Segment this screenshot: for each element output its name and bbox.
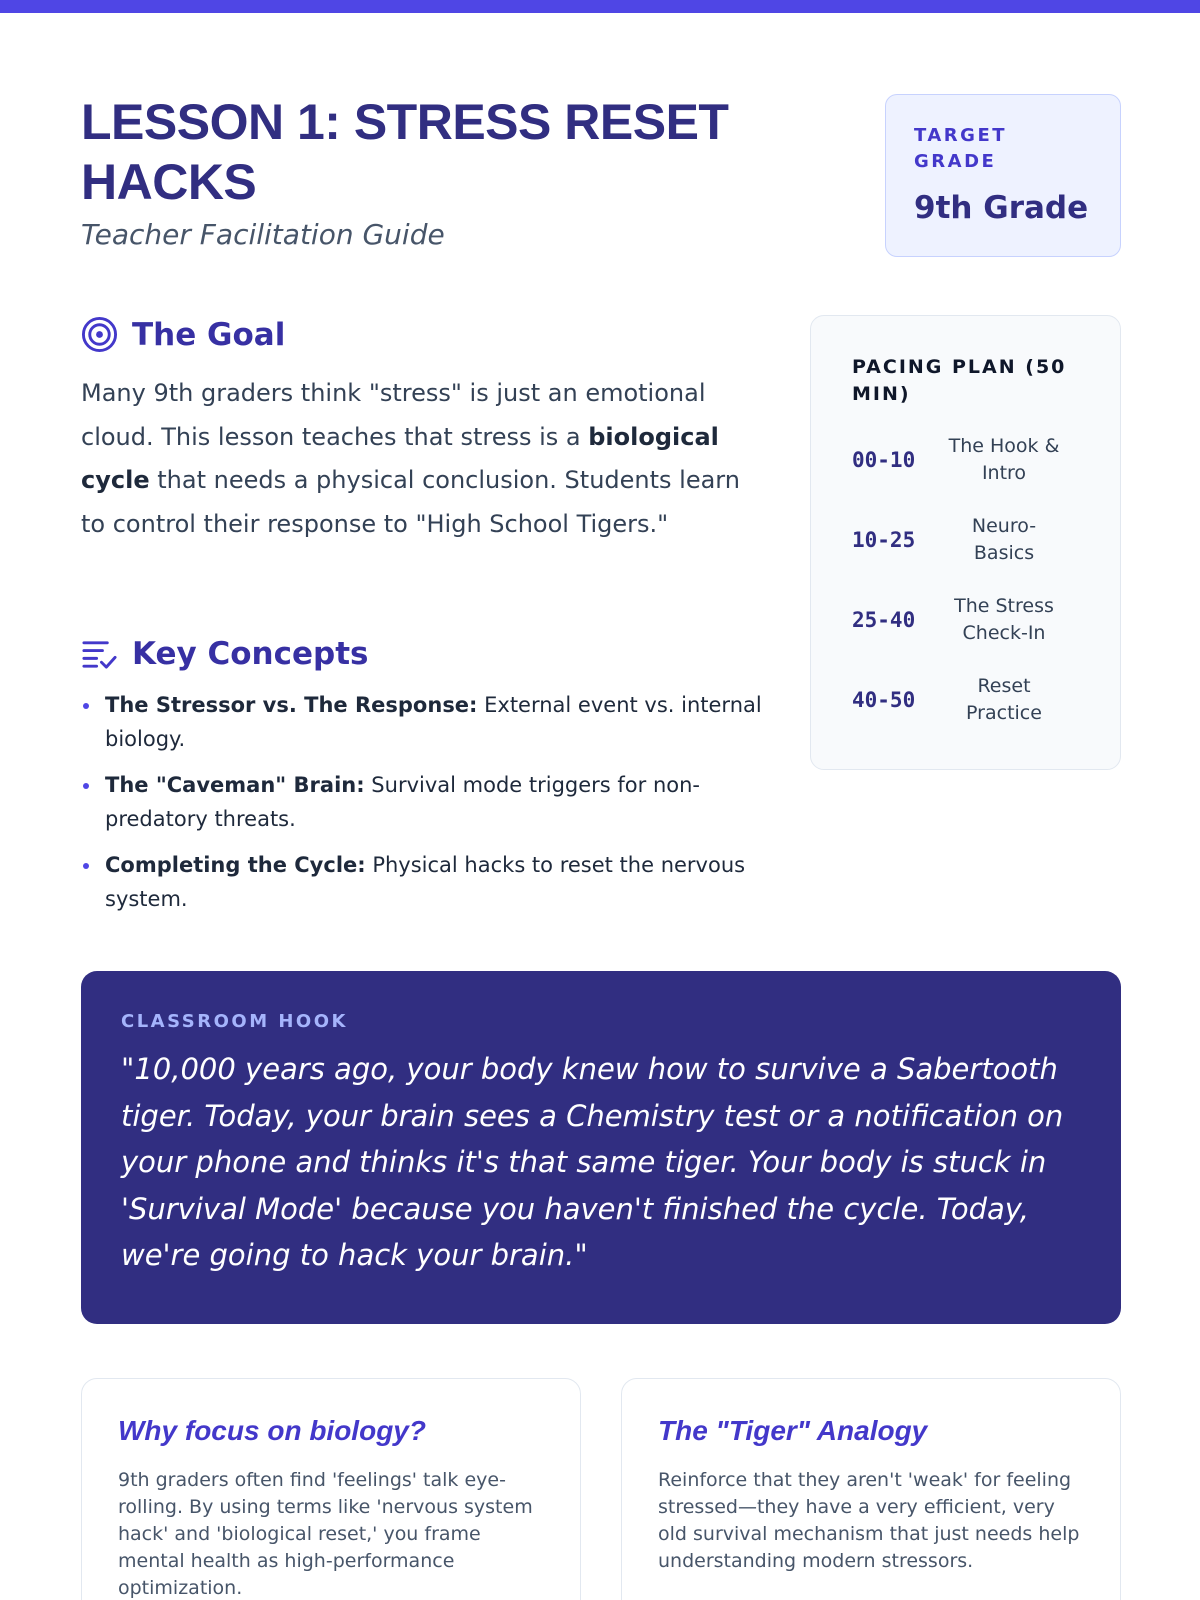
list-item bbox=[81, 768, 771, 836]
pacing-time: 00-10 bbox=[852, 448, 916, 472]
target-grade-value: 9th Grade bbox=[914, 190, 1089, 226]
pacing-plan-title: PACING PLAN (50 MIN) bbox=[852, 356, 1067, 405]
pacing-time: 40-50 bbox=[852, 688, 916, 712]
key-concepts-title: Key Concepts bbox=[132, 635, 369, 672]
concept-term: Completing the Cycle: bbox=[105, 853, 366, 877]
note-body: 9th graders often find 'feelings' talk eye-rolling. By using terms like 'nervous system hack' and 'biological reset,' you frame mental health as high-performance optimization. bbox=[118, 1469, 533, 1599]
classroom-hook-quote: "10,000 years ago, your body knew how to survive a Sabertooth tiger. Today, your brain sees a Chemistry test or a notification on your phone and thinks it's that same tiger. Your body is stuck in 'Survival Mode' because you haven't finished the cycle. Today, we're going to hack your brain." bbox=[121, 1052, 1064, 1272]
pacing-activity: Reset Practice bbox=[966, 675, 1042, 724]
note-title: The "Tiger" Analogy bbox=[658, 1415, 928, 1446]
concept-term: The "Caveman" Brain: bbox=[105, 773, 365, 797]
key-concepts-heading bbox=[81, 635, 368, 672]
pacing-time: 25-40 bbox=[852, 608, 916, 632]
concept-desc: Physical hacks to reset the nervous system. bbox=[105, 853, 746, 911]
biology-note-card bbox=[81, 1378, 581, 1600]
goal-paragraph bbox=[81, 372, 761, 546]
pacing-row bbox=[852, 580, 1079, 660]
tiger-analogy-note-card bbox=[621, 1378, 1121, 1600]
target-grade-card bbox=[885, 94, 1121, 257]
goal-title: The Goal bbox=[132, 316, 286, 353]
goal-text-start: Many 9th graders think "stress" is just an emotional cloud. This lesson teaches that stress is a bbox=[81, 379, 706, 451]
pacing-row bbox=[852, 660, 1079, 740]
pacing-activity: The Stress Check-In bbox=[954, 595, 1054, 644]
note-body: Reinforce that they aren't 'weak' for feeling stressed—they have a very efficient, very old survival mechanism that just needs help understanding modern stressors. bbox=[658, 1469, 1080, 1572]
concept-desc: Survival mode triggers for non-predatory threats. bbox=[105, 773, 700, 831]
classroom-hook-panel bbox=[81, 971, 1121, 1324]
list-item bbox=[81, 848, 771, 916]
page-header bbox=[81, 92, 801, 252]
goal-heading bbox=[81, 316, 285, 353]
key-concepts-list bbox=[81, 688, 771, 928]
pacing-row bbox=[852, 500, 1079, 580]
top-accent-bar bbox=[0, 0, 1200, 13]
list-check-icon bbox=[81, 635, 118, 672]
goal-text-end: that needs a physical conclusion. Students learn to control their response to "High School Tigers." bbox=[81, 466, 740, 538]
page-subtitle: Teacher Facilitation Guide bbox=[81, 218, 445, 251]
concept-term: The Stressor vs. The Response: bbox=[105, 693, 478, 717]
pacing-row bbox=[852, 420, 1079, 500]
target-icon bbox=[81, 316, 118, 353]
goal-text-emphasis: biological cycle bbox=[81, 422, 719, 494]
concept-desc: External event vs. internal biology. bbox=[105, 693, 762, 751]
note-title: Why focus on biology? bbox=[118, 1415, 426, 1446]
page-title: LESSON 1: STRESS RESET HACKS bbox=[81, 94, 729, 210]
pacing-time: 10-25 bbox=[852, 528, 916, 552]
classroom-hook-label: CLASSROOM HOOK bbox=[121, 1011, 348, 1032]
list-item bbox=[81, 688, 771, 756]
target-grade-label: TARGET GRADE bbox=[914, 125, 1008, 172]
pacing-activity: The Hook & Intro bbox=[948, 435, 1060, 484]
pacing-plan-rows bbox=[852, 420, 1079, 740]
pacing-activity: Neuro-Basics bbox=[971, 515, 1037, 564]
pacing-plan-card bbox=[810, 315, 1121, 770]
